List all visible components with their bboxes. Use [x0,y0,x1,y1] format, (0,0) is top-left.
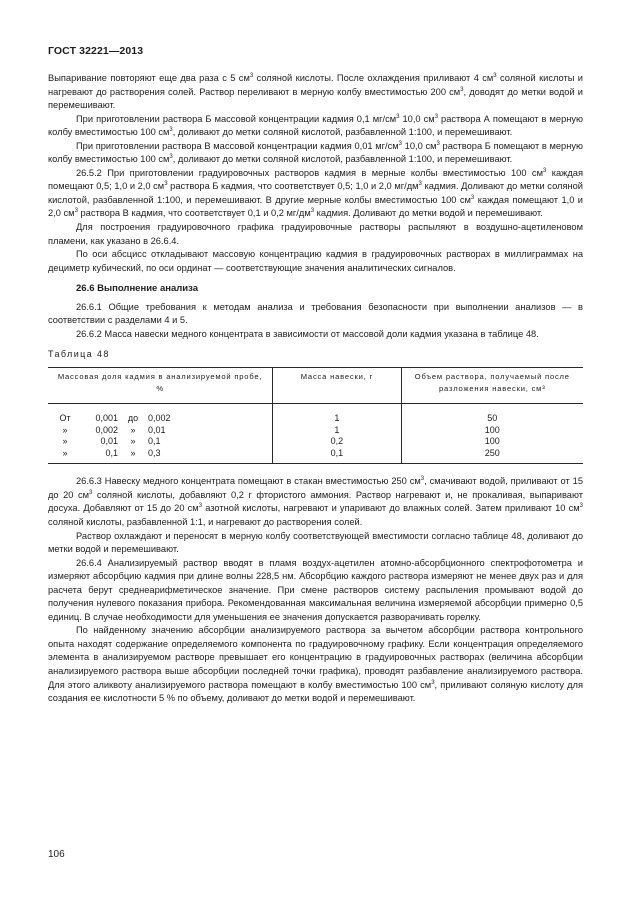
range-separator: » [130,447,136,458]
range-to: 0,3 [148,447,161,458]
paragraph: По оси абсцисс откладывают массовую концентрацию кадмия в градуировочных растворах в миллиграммах на дециметр кубический, по оси ординат — соответствующие значения аналитических сигналов. [48,249,583,273]
volume-cell [401,403,583,463]
mass-cell [273,403,401,463]
data-table [48,367,583,464]
table-header-concentration: Массовая доля кадмия в анализируемой пробе, % [48,367,273,403]
paragraph: 26.6.3 Навеску медного концентрата помещают в стакан вместимостью 250 $см^3$, смачивают водой, приливают от 15 до 20 $см^3$ соляной кислоты, добавляют 0,2 г фтористого аммония. Раствор нагревают и, не прокаливая, выпаривают досуха. Добавляют от 15 до 20 $см^3$ азотной кислоты, нагревают и упаривают до влажных солей. Затем приливают 10 $см^3$ соляной кислоты, разбавленной 1:1, и нагревают до растворения солей. [48,476,583,527]
table-row [54,448,272,460]
paragraphs-bottom [48,475,583,705]
range-prefix: » [62,424,68,435]
paragraph: Раствор охлаждают и переносят в мерную колбу соответствующей вместимости согласно таблице 48, доливают до метки водой и перемешивают. [48,530,583,555]
paragraph: При приготовлении раствора В массовой концентрации кадмия 0,01 $мг/см^3$ 10,0 $см^3$ раствора Б помещают в мерную колбу вместимостью 100 $см^3$, доливают до метки соляной кислотой, разбавленной 1:100, и перемешивают. [48,140,583,165]
paragraphs-mid [48,301,583,342]
mass-value: 1 [334,424,340,435]
table-row [54,436,272,448]
range-from: 0,01 [100,436,118,447]
range-to: 0,002 [148,412,171,423]
range-prefix: От [59,412,71,423]
table-body-row [48,403,583,463]
table-header-row [48,367,583,403]
paragraph: 26.6.4 Анализируемый раствор вводят в пламя воздух-ацетилен атомно-абсорбционного спектрофотометра и измеряют абсорбцию кадмия при длине волны 228,5 нм. Абсорбцию каждого раствора измеряют не менее двух раз и для расчета берут среднеарифметическое значение. При смене растворов систему распыления промывают водой до получения нулевого показания прибора. Рекомендованная максимальная величина измеряемой абсорбции примерно 0,5 единиц. В случае необходимости для уменьшения ее значения допускается разворачивать горелку. [48,557,583,622]
table-caption: Таблица 48 [48,349,110,360]
document-body [48,72,583,706]
table-row [54,413,272,425]
volume-value: 100 [484,424,500,435]
page-number: 106 [48,849,65,860]
mass-value: 0,2 [330,436,344,447]
paragraph: Выпаривание повторяют еще два раза с 5 $см^3$ соляной кислоты. После охлаждения приливают 4 $см^3$ соляной кислоты и нагревают до растворения солей. Раствор переливают в мерную колбу вместимостью 200 $см^3$, доводят до метки водой и перемешивают. [48,73,583,111]
range-to: 0,01 [148,424,166,435]
range-from: 0,002 [95,424,118,435]
volume-value: 250 [484,447,500,458]
range-separator: » [130,436,136,447]
mass-value: 1 [334,412,340,423]
volume-value: 100 [484,436,500,447]
paragraph: Для построения градуировочного графика градуировочные растворы распыляют в воздушно-ацетиленовом пламени, как указано в 26.6.4. [48,222,583,246]
paragraph: 26.6.1 Общие требования к методам анализа и требования безопасности при выполнении анализов — в соответствии с разделами 4 и 5. [48,301,583,326]
section-title: 26.6 Выполнение анализа [76,283,199,295]
concentration-cell [48,403,273,463]
range-separator: до [127,412,139,423]
range-from: 0,1 [105,447,118,458]
table-header-volume: Объем раствора, получаемый после разложения навески, см³ [401,367,583,403]
range-to: 0,1 [148,436,161,447]
volume-value: 50 [487,412,498,423]
table-row [54,425,272,437]
mass-value: 0,1 [330,447,344,458]
paragraph: 26.6.2 Масса навески медного концентрата в зависимости от массовой доли кадмия указана в таблице 48. [76,328,539,339]
table-header-mass: Масса навески, г [273,367,401,403]
paragraphs-top [48,72,583,275]
range-prefix: » [62,447,68,458]
paragraph: По найденному значению абсорбции анализируемого раствора за вычетом абсорбции раствора контрольного опыта находят содержание определяемого компонента по градуировочному графику. Если концентрация определяемого элемента в анализируемом растворе превышает его концентрацию в градуировочных растворах (величина абсорбции анализируемого раствора выше абсорбции последней точки графика), проводят разбавление анализируемого раствора. Для этого аликвоту анализируемого раствора помещают в колбу вместимостью 100 $см^3$, приливают соляную кислоту для создания ее кислотности 5 % по объему, доливают до метки водой и перемешивают. [48,625,584,704]
range-separator: » [130,424,136,435]
range-prefix: » [62,436,68,447]
document-header: ГОСТ 32221—2013 [48,45,144,57]
paragraph: При приготовлении раствора Б массовой концентрации кадмия 0,1 $мг/см^3$ 10,0 $см^3$ раствора А помещают в мерную колбу вместимостью 100 $см^3$, доливают до метки соляной кислотой, разбавленной 1:100, и перемешивают. [48,113,583,138]
paragraph: 26.5.2 При приготовлении градуировочных растворов кадмия в мерные колбы вместимостью 100 $см^3$ каждая помещают 0,5; 1,0 и 2,0 $см^3$ раствора Б кадмия, что соответствует 0,5; 1,0 и 2,0 $мг/дм^3$ кадмия. Доливают до метки соляной кислотой, разбавленной 1:100, и перемешивают. В другие мерные колбы вместимостью 100 $см^3$ каждая помещают 1,0 и 2,0 $см^3$ раствора В кадмия, что соответствует 0,1 и 0,2 $мг/дм^3$ кадмия. Доливают до метки водой и перемешивают. [48,167,583,219]
range-from: 0,001 [95,412,118,423]
